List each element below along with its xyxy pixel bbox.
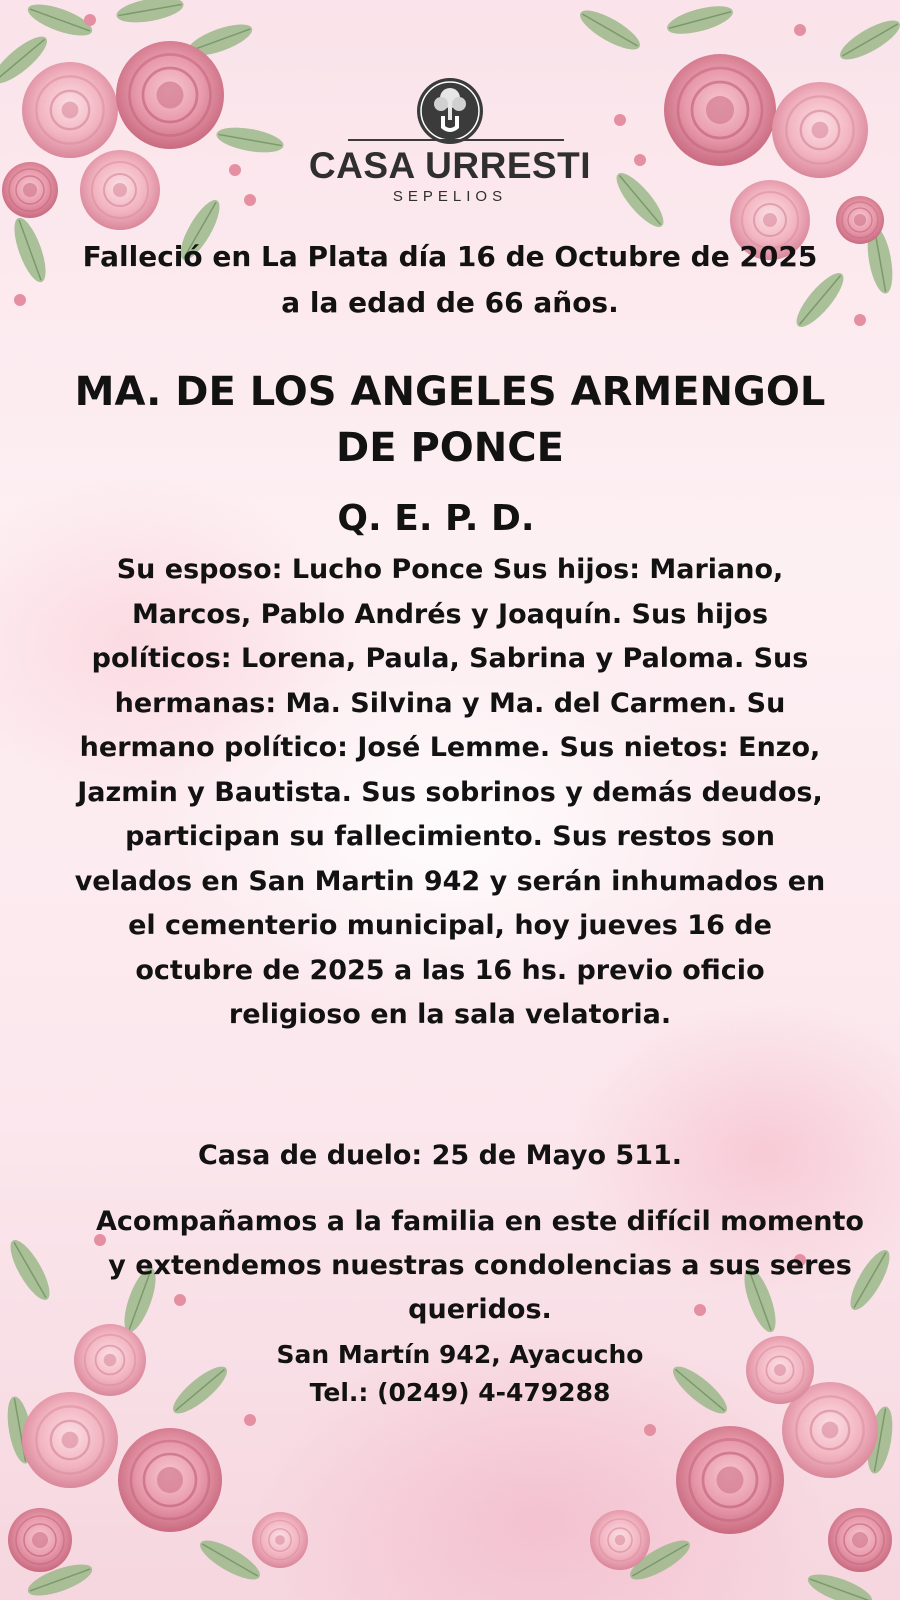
contact-phone: Tel.: (0249) 4-479288: [309, 1378, 611, 1407]
tree-in-circle-icon: [415, 76, 485, 146]
deceased-name-line-1: MA. DE LOS ANGELES ARMENGOL: [74, 369, 826, 415]
condolences-message: Acompañamos a la familia en este difícil momento y extendemos nuestras condolencias a sus seres queridos.: [96, 1206, 864, 1325]
deceased-name: [0, 364, 900, 476]
brand-logo: [0, 76, 900, 205]
brand-name: CASA URRESTI: [308, 145, 592, 186]
brand-subtitle: SEPELIOS: [392, 188, 508, 205]
deceased-name-line-2: DE PONCE: [336, 425, 564, 471]
mourning-house: Casa de duelo: 25 de Mayo 511.: [197, 1140, 683, 1171]
logo-divider: [348, 139, 564, 141]
announcement-line-2: a la edad de 66 años.: [281, 286, 619, 319]
contact-address: San Martín 942, Ayacucho: [276, 1340, 644, 1369]
contact-info: [10, 1336, 900, 1412]
announcement-line-1: Falleció en La Plata día 16 de Octubre de 2025: [82, 240, 818, 273]
family-announcement: Su esposo: Lucho Ponce Sus hijos: Mariano, Marcos, Pablo Andrés y Joaquín. Sus hijos políticos: Lorena, Paula, Sabrina y Paloma. Sus hermanas: Ma. Silvina y Ma. del Carmen. Su hermano político: José Lemme. Sus nietos: Enzo, Jazmin y Bautista. Sus sobrinos y demás deudos, participan su fallecimiento. Sus restos son velados en San Martin 942 y serán inhumados en el cementerio municipal, hoy jueves 16 de octubre de 2025 a las 16 hs. previo oficio religioso en la sala velatoria.: [74, 554, 826, 1030]
qepd-text: Q. E. P. D.: [337, 498, 535, 539]
death-announcement: [0, 234, 900, 326]
